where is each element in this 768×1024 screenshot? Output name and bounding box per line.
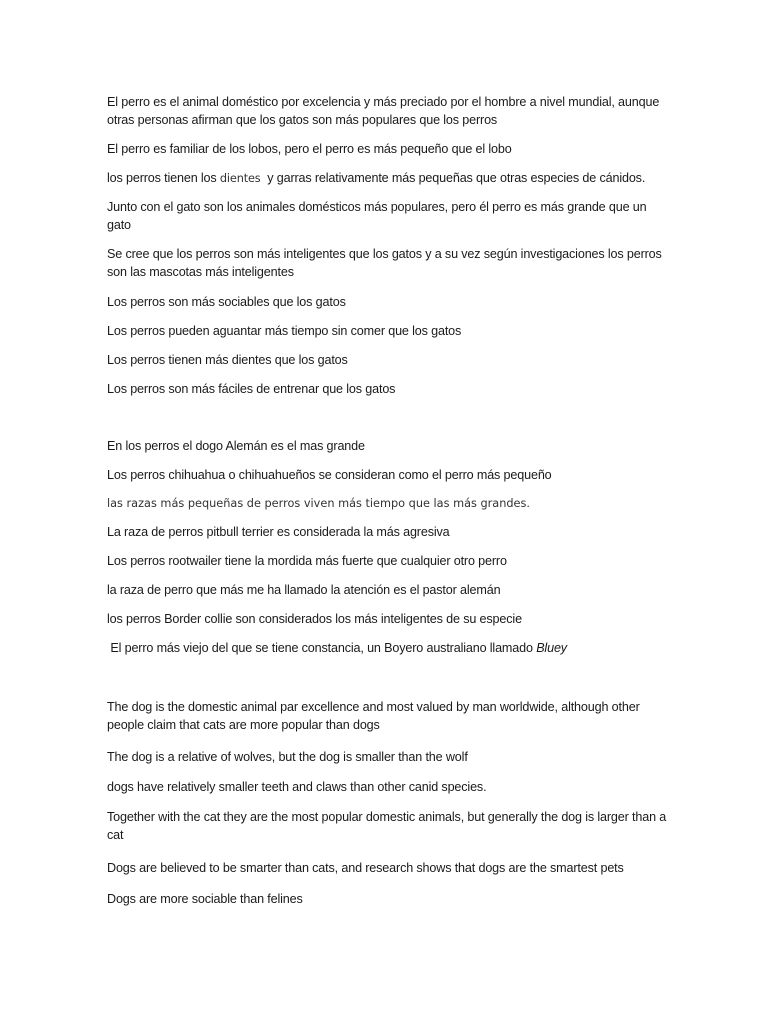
- paragraph-en-1: The dog is the domestic animal par excellence and most valued by man worldwide, although other people claim that cats are more popular than dogs: [107, 700, 640, 732]
- paragraph-es-13: La raza de perros pitbull terrier es considerada la más agresiva: [107, 525, 450, 539]
- paragraph-es-2: El perro es familiar de los lobos, pero el perro es más pequeño que el lobo: [107, 142, 512, 156]
- paragraph-es-3-start: los perros tienen los: [107, 171, 220, 185]
- paragraph-es-17: [107, 639, 667, 657]
- paragraph-es-3-word: dientes: [219, 172, 261, 185]
- paragraph-es-1: El perro es el animal doméstico por excelencia y más preciado por el hombre a nivel mundial, aunque otras personas afirman que los gatos son más populares que los perros: [107, 95, 660, 127]
- paragraph-es-14: Los perros rootwailer tiene la mordida más fuerte que cualquier otro perro: [107, 554, 507, 568]
- dog-name: Bluey: [536, 641, 567, 655]
- paragraph-en-5: Dogs are believed to be smarter than cats, and research shows that dogs are the smartest pets: [107, 861, 624, 875]
- paragraph-es-4: Junto con el gato son los animales domésticos más populares, pero él perro es más grande que un gato: [107, 200, 647, 232]
- paragraph-en-6: Dogs are more sociable than felines: [107, 892, 303, 906]
- paragraph-es-3-end: y garras relativamente más pequeñas que otras especies de cánidos.: [260, 171, 646, 185]
- paragraph-es-6: Los perros son más sociables que los gatos: [107, 295, 346, 309]
- paragraph-es-12: las razas más pequeñas de perros viven más tiempo que las más grandes.: [107, 497, 530, 510]
- paragraph-es-9: Los perros son más fáciles de entrenar que los gatos: [107, 382, 396, 396]
- paragraph-es-17-text: El perro más viejo del que se tiene constancia, un Boyero australiano llamado: [107, 641, 537, 655]
- paragraph-en-3: dogs have relatively smaller teeth and claws than other canid species.: [107, 780, 487, 794]
- paragraph-es-16: los perros Border collie son considerados los más inteligentes de su especie: [107, 612, 522, 626]
- paragraph-en-4: Together with the cat they are the most popular domestic animals, but generally the dog is larger than a cat: [107, 810, 667, 842]
- paragraph-es-15: la raza de perro que más me ha llamado la atención es el pastor alemán: [107, 583, 501, 597]
- paragraph-es-10: En los perros el dogo Alemán es el mas grande: [107, 439, 365, 453]
- paragraph-es-7: Los perros pueden aguantar más tiempo sin comer que los gatos: [107, 324, 462, 338]
- paragraph-es-8: Los perros tienen más dientes que los gatos: [107, 353, 348, 367]
- paragraph-es-11: Los perros chihuahua o chihuahueños se consideran como el perro más pequeño: [107, 468, 552, 482]
- paragraph-es-5: Se cree que los perros son más inteligentes que los gatos y a su vez según investigaciones los perros son las mascotas más inteligentes: [107, 247, 662, 279]
- paragraph-es-3: [107, 169, 667, 188]
- paragraph-en-2: The dog is a relative of wolves, but the dog is smaller than the wolf: [107, 750, 468, 764]
